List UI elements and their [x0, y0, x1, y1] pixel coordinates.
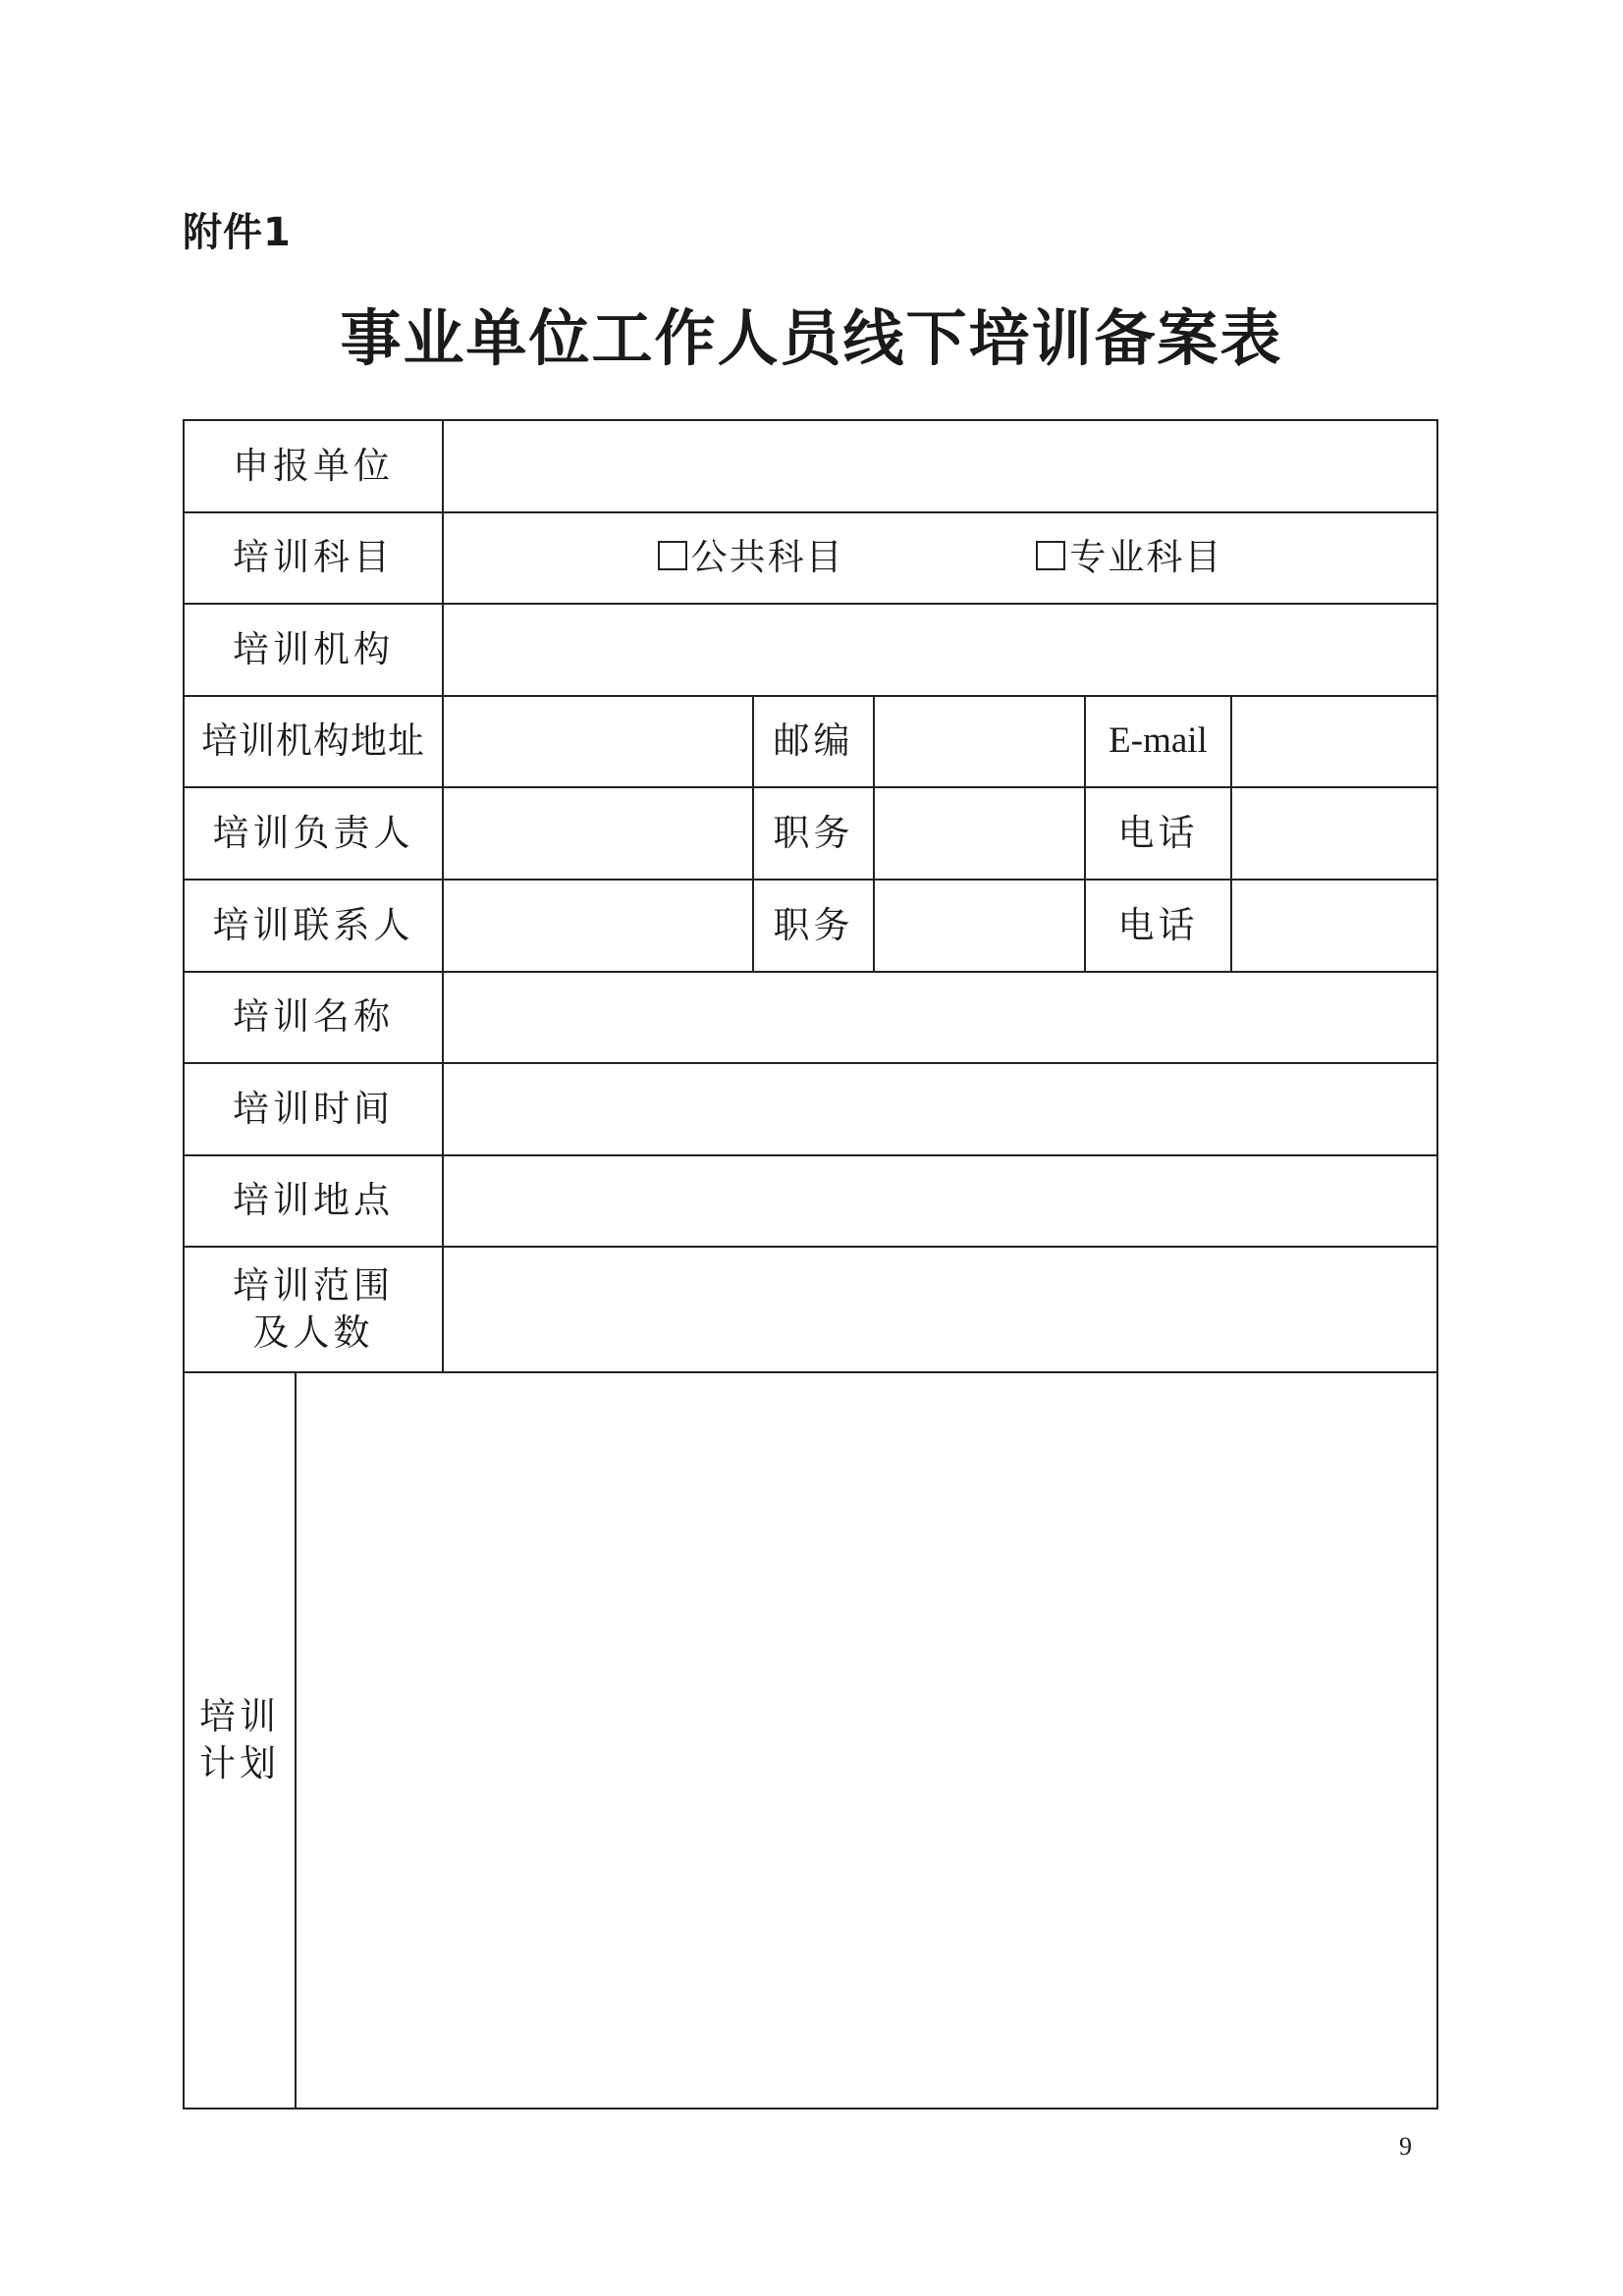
- training-scope-label-line1: 培训范围: [233, 1263, 394, 1307]
- professional-subject-option[interactable]: [1036, 534, 1222, 581]
- contact-person-field[interactable]: [443, 880, 753, 972]
- attachment-label: 附件1: [183, 210, 292, 255]
- person-in-charge-phone-label: 电话: [1085, 787, 1231, 880]
- reporting-unit-label: 申报单位: [184, 420, 443, 512]
- public-subject-label: 公共科目: [690, 536, 844, 579]
- training-name-field[interactable]: [443, 972, 1437, 1063]
- training-plan-label-line2: 计划: [199, 1742, 280, 1785]
- training-subject-options: [443, 512, 1437, 604]
- form-title: 事业单位工作人员线下培训备案表: [340, 302, 1283, 374]
- row-training-location: [184, 1155, 1437, 1247]
- row-contact-person: [184, 880, 1437, 972]
- training-institution-label: 培训机构: [184, 604, 443, 696]
- person-in-charge-position-label: 职务: [753, 787, 874, 880]
- person-in-charge-field[interactable]: [443, 787, 753, 880]
- contact-person-label: 培训联系人: [184, 880, 443, 972]
- person-in-charge-phone-field[interactable]: [1231, 787, 1437, 880]
- training-time-label: 培训时间: [184, 1063, 443, 1155]
- training-location-field[interactable]: [443, 1155, 1437, 1247]
- person-in-charge-position-field[interactable]: [874, 787, 1085, 880]
- reporting-unit-field[interactable]: [443, 420, 1437, 512]
- training-plan-field[interactable]: [296, 1372, 1437, 2109]
- contact-person-phone-field[interactable]: [1231, 880, 1437, 972]
- row-person-in-charge: [184, 787, 1437, 880]
- training-plan-label: [184, 1372, 296, 2109]
- training-time-field[interactable]: [443, 1063, 1437, 1155]
- training-subject-label: 培训科目: [184, 512, 443, 604]
- training-scope-label: [184, 1247, 443, 1372]
- training-scope-label-line2: 及人数: [252, 1311, 374, 1354]
- email-label: E-mail: [1085, 696, 1231, 787]
- row-training-plan: [184, 1372, 1437, 2109]
- professional-subject-checkbox[interactable]: [1036, 541, 1065, 570]
- contact-person-position-label: 职务: [753, 880, 874, 972]
- row-training-institution: [184, 604, 1437, 696]
- person-in-charge-label: 培训负责人: [184, 787, 443, 880]
- email-field[interactable]: [1231, 696, 1437, 787]
- postcode-field[interactable]: [874, 696, 1085, 787]
- page-number: 9: [1399, 2132, 1412, 2161]
- row-reporting-unit: [184, 420, 1437, 512]
- institution-address-field[interactable]: [443, 696, 753, 787]
- professional-subject-label: 专业科目: [1069, 536, 1223, 579]
- contact-person-phone-label: 电话: [1085, 880, 1231, 972]
- training-location-label: 培训地点: [184, 1155, 443, 1247]
- filing-form-table: [183, 419, 1438, 2109]
- training-plan-label-line1: 培训: [199, 1694, 280, 1737]
- training-institution-field[interactable]: [443, 604, 1437, 696]
- row-training-time: [184, 1063, 1437, 1155]
- row-training-scope: [184, 1247, 1437, 1372]
- row-training-subject: [184, 512, 1437, 604]
- row-training-name: [184, 972, 1437, 1063]
- postcode-label: 邮编: [753, 696, 874, 787]
- training-name-label: 培训名称: [184, 972, 443, 1063]
- public-subject-option[interactable]: [658, 534, 844, 581]
- training-scope-field[interactable]: [443, 1247, 1437, 1372]
- public-subject-checkbox[interactable]: [658, 541, 687, 570]
- row-institution-address: [184, 696, 1437, 787]
- contact-person-position-field[interactable]: [874, 880, 1085, 972]
- institution-address-label: 培训机构地址: [184, 696, 443, 787]
